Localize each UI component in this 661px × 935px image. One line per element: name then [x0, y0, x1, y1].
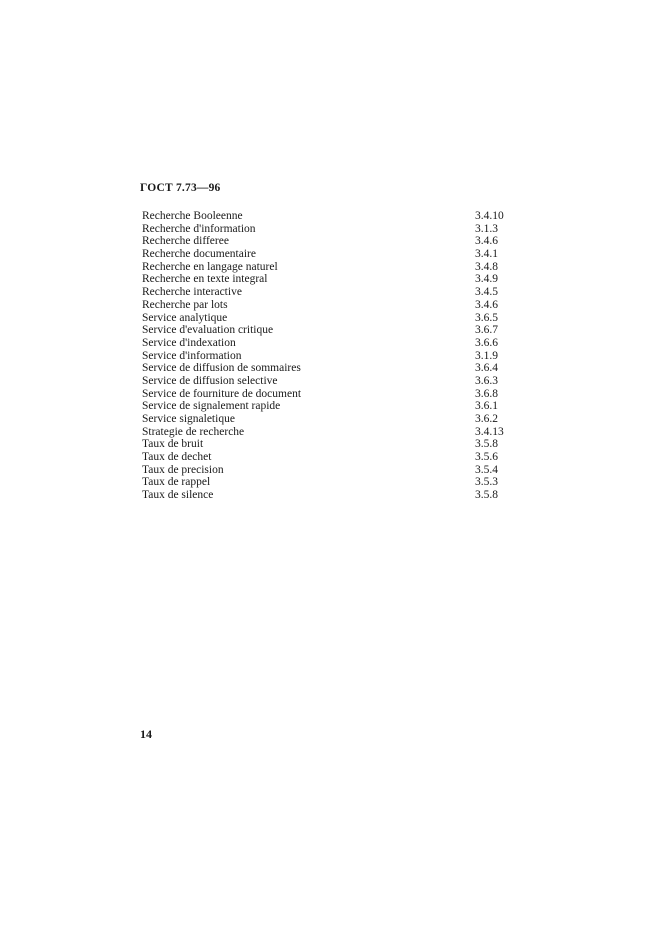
index-ref: 3.1.3: [475, 222, 498, 235]
index-row: [142, 464, 522, 477]
index-row: [142, 286, 522, 299]
index-list: [142, 210, 522, 502]
index-term: Taux de bruit: [142, 438, 204, 451]
index-ref: 3.5.3: [475, 476, 498, 489]
index-term: Recherche en texte integral: [142, 273, 268, 286]
index-ref: 3.6.8: [475, 387, 498, 400]
index-row: [142, 223, 522, 236]
index-row: [142, 362, 522, 375]
index-term: Recherche interactive: [142, 286, 242, 299]
index-ref: 3.4.8: [475, 260, 498, 273]
index-term: Service de diffusion de sommaires: [142, 362, 301, 375]
index-ref: 3.4.6: [475, 298, 498, 311]
index-term: Taux de precision: [142, 463, 224, 476]
index-row: [142, 400, 522, 413]
index-row: [142, 235, 522, 248]
index-ref: 3.6.2: [475, 413, 498, 425]
index-ref: 3.5.6: [475, 451, 498, 464]
index-row: [142, 337, 522, 350]
index-term: Recherche Booleenne: [142, 210, 243, 222]
page-number: 14: [140, 727, 152, 741]
index-row: [142, 375, 522, 388]
index-ref: 3.6.3: [475, 374, 498, 387]
index-term: Recherche documentaire: [142, 248, 256, 261]
index-term: Taux de silence: [142, 489, 214, 502]
index-ref: 3.6.1: [475, 400, 498, 413]
index-row: [142, 324, 522, 337]
index-term: Service de fourniture de document: [142, 387, 302, 400]
index-row: [142, 426, 522, 439]
index-term: Service signaletique: [142, 413, 235, 425]
index-term: Service d'information: [142, 349, 242, 362]
index-ref: 3.6.7: [475, 324, 498, 337]
index-term: Taux de dechet: [142, 451, 212, 464]
index-ref: 3.4.10: [475, 210, 504, 222]
index-row: [142, 273, 522, 286]
index-row: [142, 350, 522, 363]
index-ref: 3.5.8: [475, 489, 498, 502]
index-row: [142, 261, 522, 274]
index-row: [142, 388, 522, 401]
index-ref: 3.5.4: [475, 463, 498, 476]
index-term: Service de diffusion selective: [142, 374, 278, 387]
index-row: [142, 413, 522, 426]
index-term: Strategie de recherche: [142, 425, 245, 438]
index-row: [142, 210, 522, 223]
index-term: Service d'indexation: [142, 336, 236, 349]
index-ref: 3.4.6: [475, 235, 498, 248]
index-term: Taux de rappel: [142, 476, 211, 489]
index-ref: 3.6.6: [475, 336, 498, 349]
index-ref: 3.1.9: [475, 349, 498, 362]
index-term: Service analytique: [142, 311, 228, 324]
index-term: Service de signalement rapide: [142, 400, 281, 413]
index-row: [142, 312, 522, 325]
index-ref: 3.6.4: [475, 362, 498, 375]
index-row: [142, 299, 522, 312]
index-ref: 3.4.5: [475, 286, 498, 299]
index-row: [142, 489, 522, 502]
index-row: [142, 248, 522, 261]
index-row: [142, 476, 522, 489]
index-ref: 3.4.13: [475, 425, 504, 438]
index-row: [142, 451, 522, 464]
index-row: [142, 438, 522, 451]
index-ref: 3.4.1: [475, 248, 498, 261]
index-term: Service d'evaluation critique: [142, 324, 274, 337]
index-term: Recherche par lots: [142, 298, 228, 311]
index-ref: 3.5.8: [475, 438, 498, 451]
index-ref: 3.4.9: [475, 273, 498, 286]
index-term: Recherche en langage naturel: [142, 260, 278, 273]
index-ref: 3.6.5: [475, 311, 498, 324]
index-term: Recherche d'information: [142, 222, 256, 235]
page-header: ГОСТ 7.73—96: [140, 182, 221, 194]
index-term: Recherche differee: [142, 235, 229, 248]
